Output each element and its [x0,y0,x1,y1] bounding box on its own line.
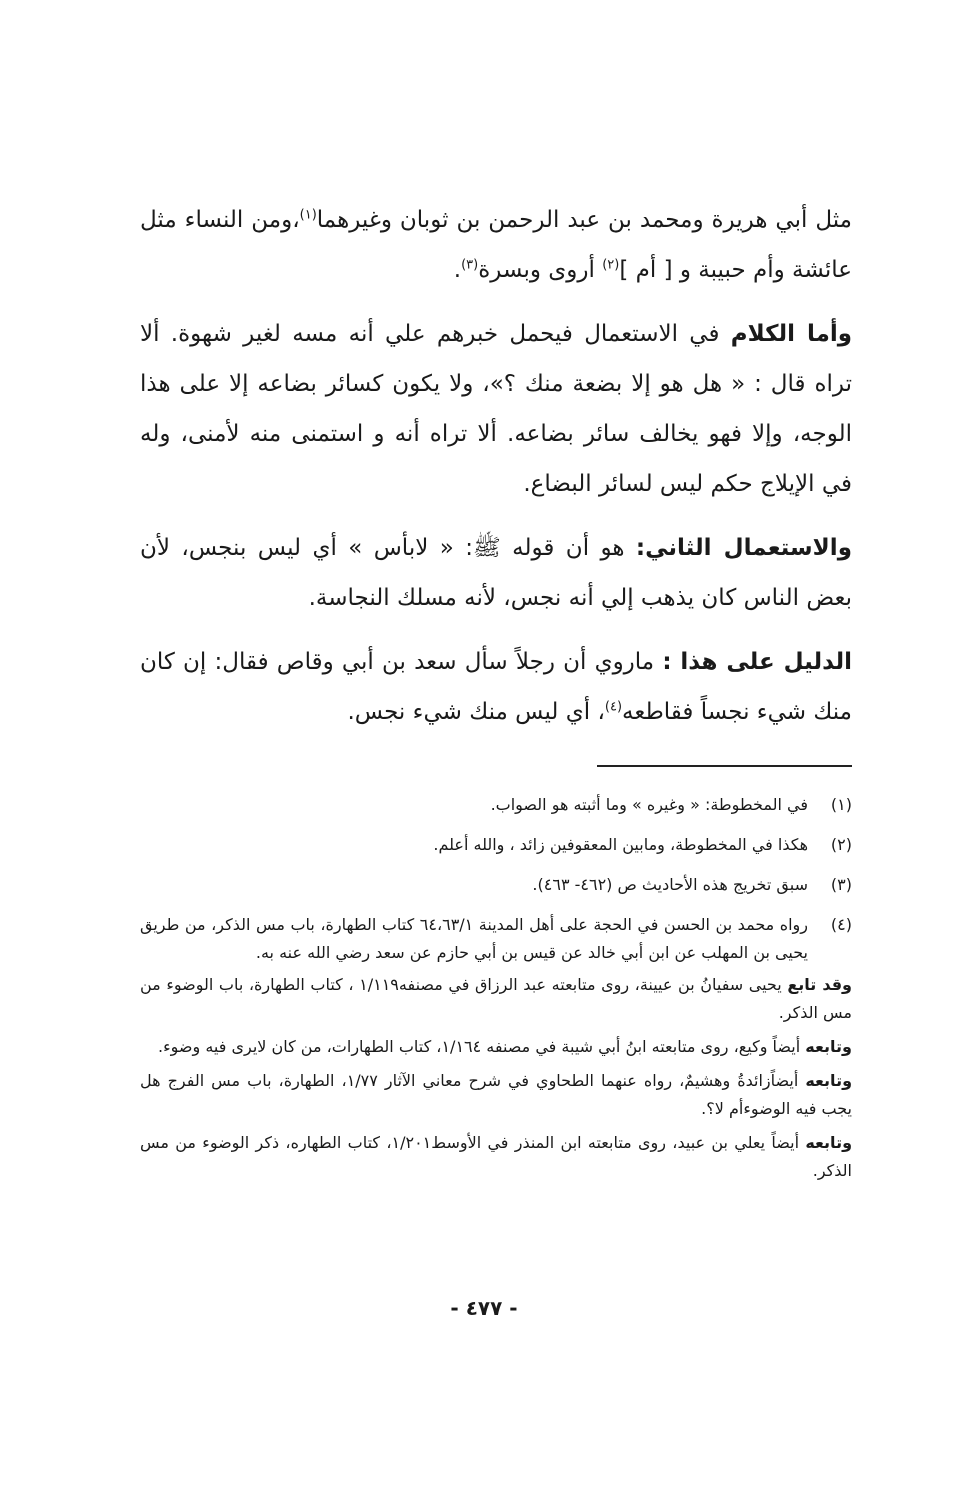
footnote-4 [140,911,852,967]
paragraph-4-heading: الدليل على هذا : [662,649,852,675]
page-number: - ٤٧٧ - [450,1296,518,1320]
footnote-text: في المخطوطة: « وغيره » وما أثبته هو الصواب. [490,795,808,814]
paragraph-1 [140,195,852,295]
footnote-number: (٢) [830,835,852,854]
paragraph-1-text-d: . [453,257,462,283]
footnote-number: (٣) [830,875,852,894]
footnote-number: (٤) [830,915,852,934]
paragraph-1-text-b: ،ومن النساء مثل عائشة وأم حبيبة و [ أم ] [140,207,852,283]
paragraph-3-heading: والاستعمال الثاني: [635,535,852,561]
footnote-ref-4[interactable]: (٤) [604,699,623,715]
footnote-separator [597,765,852,767]
footnote-text: سبق تخريج هذه الأحاديث ص (٤٦٢- ٤٦٣). [532,875,808,894]
footnote-lead: وتابعه [805,1133,853,1152]
footnote-continued-text: أيضاً وكيع، روى متابعته ابنُ أبي شيبة في مصنفه ١/١٦٤، كتاب الطهارات، من كان لايرى فيه وضوء. [158,1037,806,1056]
footnote-lead: وتابعه [805,1037,852,1056]
paragraph-1-text: مثل أبي هريرة ومحمد بن عبد الرحمن بن ثوبان وغيرهما [316,207,852,233]
footnote-4-continued-1 [140,971,852,1027]
footnote-lead: وقد تابع [787,975,852,994]
footnote-text: رواه محمد بن الحسن في الحجة على أهل المدينة ٦٤،٦٣/١ كتاب الطهارة، باب مس الذكر، من طريق يحيى بن المهلب عن ابن أبي خالد عن قيس بن أبي حازم عن سعد رضي الله عنه به. [140,915,809,962]
footnote-3 [140,871,852,899]
footnote-continued-text: أيضاًزائدةُ وهشيمٌ، رواه عنهما الطحاوي في شرح معاني الآثار ١/٧٧، الطهارة، باب مس الفرج هل يجب فيه الوضوءأم لا؟. [140,1071,852,1118]
footnote-continued-text: يحيى سفيانُ بن عيينة، روى متابعته عبد الرزاق في مصنفه١/١١٩ ، كتاب الطهارة، باب الوضوء من مس الذكر. [140,975,852,1022]
paragraph-4-text-end: ، أي ليس منك شيء نجس. [347,699,605,725]
footnote-number: (١) [830,795,852,814]
footnote-2 [140,831,852,859]
paragraph-2-text: في الاستعمال فيحمل خبرهم علي أنه مسه لغير شهوة. ألا تراه قال : « هل هو إلا بضعة منك ؟»، ولا يكون كسائر بضاعه إلا على هذا الوجه، وإلا فهو يخالف سائر بضاعه. ألا تراه أنه و استمنى منه لأمنى، وله في الإيلاج حكم ليس لسائر البضاع. [140,321,852,497]
footnote-4-continued-4 [140,1129,852,1185]
footnote-4-continued-3 [140,1067,852,1123]
paragraph-3-text: هو أن قوله ﷺ: « لابأس » أي ليس بنجس، لأن بعض الناس كان يذهب إلي أنه نجس، لأنه مسلك النجاسة. [140,535,852,611]
footnote-text: هكذا في المخطوطة، ومابين المعقوفين زائد ، والله أعلم. [433,835,808,854]
footnote-ref-1[interactable]: (١) [299,207,317,223]
footnotes [140,791,852,1185]
paragraph-1-text-c: أروى وبسرة [478,257,603,283]
paragraph-3 [140,523,852,623]
paragraph-2-heading: وأما الكلام [730,321,852,347]
footnote-continued-text: أيضاً يعلي بن عبيد، روى متابعته ابن المنذر في الأوسط١/٢٠١، كتاب الطهاره، ذكر الوضوء من مس الذكر. [140,1133,852,1180]
footnote-ref-3[interactable]: (٣) [461,257,479,273]
footnote-1 [140,791,852,819]
paragraph-4 [140,637,852,737]
footnote-4-continued-2 [140,1033,852,1061]
page-content [140,195,852,1185]
footnote-ref-2[interactable]: (٢) [602,257,620,273]
paragraph-4-text: ماروي أن رجلاً سأل سعد بن أبي وقاص فقال: إن كان منك شيء نجساً فقاطعه [140,649,852,725]
footnote-lead: وتابعه [805,1071,853,1090]
paragraph-2 [140,309,852,509]
